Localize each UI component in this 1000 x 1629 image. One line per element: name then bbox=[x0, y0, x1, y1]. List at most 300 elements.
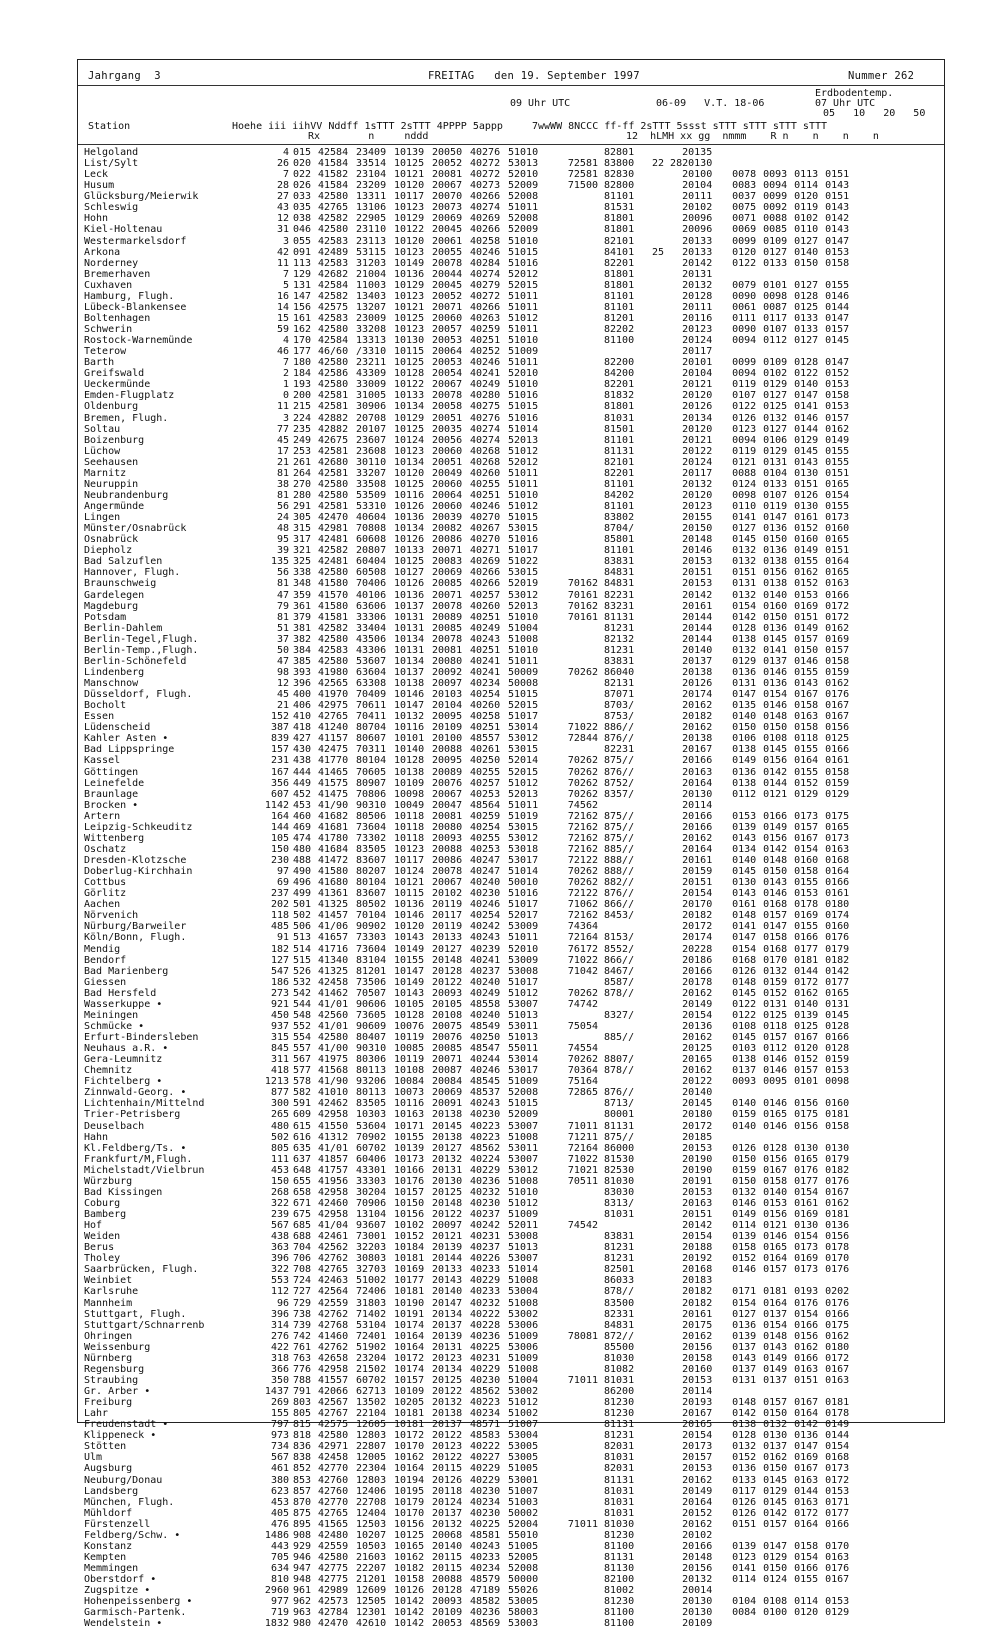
group-nddff: 73604 bbox=[356, 821, 387, 833]
soil-temp-20cm: 0144 bbox=[794, 423, 819, 435]
group-2sttt-min: 20132 bbox=[682, 279, 713, 291]
group-5appp: 52008 bbox=[508, 1563, 539, 1574]
group-5appp: 52012 bbox=[508, 456, 539, 468]
station-height: 16 bbox=[276, 290, 289, 302]
group-2sttt: 20123 bbox=[432, 1441, 463, 1453]
table-row bbox=[84, 1309, 856, 1320]
station-id: 567 bbox=[293, 1054, 312, 1066]
station-height: 51 bbox=[276, 622, 289, 634]
group-4pppp: 40273 bbox=[470, 180, 501, 192]
soil-temp-10cm: 0147 bbox=[763, 512, 788, 524]
group-ihvv: 42580 bbox=[318, 633, 349, 645]
table-row bbox=[84, 667, 856, 678]
group-2sttt-min: 20133 bbox=[682, 235, 713, 247]
station-name: Hannover, Flugh. bbox=[84, 567, 181, 579]
station-id: 091 bbox=[293, 246, 312, 258]
group-ff-ff bbox=[652, 623, 682, 634]
soil-temp-5cm bbox=[732, 158, 763, 169]
group-2sttt: 20078 bbox=[432, 633, 463, 645]
soil-temp-50cm: 0171 bbox=[825, 1496, 850, 1508]
group-nddff: 23113 bbox=[356, 235, 387, 247]
soil-temp-50cm: 0162 bbox=[825, 1330, 850, 1342]
group-5appp: 51011 bbox=[508, 799, 539, 811]
group-7wwww bbox=[548, 1109, 604, 1120]
soil-temp-20cm: 0164 bbox=[794, 1408, 819, 1420]
group-1sttt: 10143 bbox=[394, 932, 425, 944]
group-8nccc: 84831 bbox=[604, 567, 635, 579]
group-nddff: 60406 bbox=[356, 1153, 387, 1165]
group-ff-ff bbox=[652, 1530, 682, 1541]
group-8nccc: 81231 bbox=[604, 622, 635, 634]
station-height: 11 bbox=[276, 257, 289, 269]
group-2sttt-min: 20167 bbox=[682, 744, 713, 756]
group-5appp: 51013 bbox=[508, 1242, 539, 1254]
soil-temp-5cm: 0094 bbox=[732, 368, 757, 380]
group-4pppp: 40280 bbox=[470, 390, 501, 402]
table-row bbox=[84, 302, 856, 313]
group-2sttt: 20095 bbox=[432, 755, 463, 767]
group-ihvv: 42475 bbox=[318, 744, 349, 756]
group-2sttt: 20109 bbox=[432, 1607, 463, 1619]
table-row bbox=[84, 236, 856, 247]
group-ihvv: 42584 bbox=[318, 147, 349, 158]
group-nddff: 13207 bbox=[356, 301, 387, 313]
group-2sttt: 20060 bbox=[432, 501, 463, 512]
group-ihvv: 41970 bbox=[318, 689, 349, 701]
station-name: Wittenberg bbox=[84, 832, 145, 844]
group-nddff: 13311 bbox=[356, 191, 387, 203]
group-2sttt: 20148 bbox=[432, 954, 463, 966]
soil-temp-10cm: 0140 bbox=[763, 1186, 788, 1198]
group-ihvv: 41582 bbox=[318, 169, 349, 181]
group-4pppp: 40252 bbox=[470, 346, 501, 358]
station-height: 363 bbox=[270, 1242, 289, 1254]
group-4pppp: 40266 bbox=[470, 567, 501, 579]
group-4pppp: 40229 bbox=[470, 1474, 501, 1486]
group-2sttt-min: 20148 bbox=[682, 534, 713, 546]
group-4pppp: 40223 bbox=[470, 1131, 501, 1143]
station-name: Giessen bbox=[84, 976, 127, 988]
group-8nccc: 83500 bbox=[604, 1297, 635, 1309]
station-height: 567 bbox=[270, 1452, 289, 1464]
station-height: 31 bbox=[276, 224, 289, 236]
group-nddff: 80704 bbox=[356, 722, 387, 734]
group-4pppp: 40275 bbox=[470, 401, 501, 413]
station-height: 810 bbox=[270, 1574, 289, 1586]
soil-temp-10cm: 0143 bbox=[763, 877, 788, 889]
group-ff-ff bbox=[652, 1419, 682, 1430]
group-8nccc bbox=[604, 800, 652, 811]
table-row bbox=[84, 368, 856, 379]
soil-temp-10cm bbox=[763, 147, 794, 158]
soil-temp-5cm: 0154 bbox=[732, 600, 757, 612]
soil-temp-10cm: 0147 bbox=[763, 1540, 788, 1552]
group-2sttt-min: 20151 bbox=[682, 877, 713, 889]
station-name: Berlin-Tegel,Flugh. bbox=[84, 633, 199, 645]
table-row bbox=[84, 1364, 856, 1375]
group-nddff: 53115 bbox=[356, 246, 387, 258]
table-row bbox=[84, 1497, 856, 1508]
group-2sttt: 20053 bbox=[432, 335, 463, 347]
soil-temp-20cm: 0110 bbox=[794, 224, 819, 236]
group-1sttt: 10128 bbox=[394, 368, 425, 380]
station-name: Hahn bbox=[84, 1131, 109, 1143]
station-id: 453 bbox=[293, 799, 312, 811]
group-1sttt: 10162 bbox=[394, 1551, 425, 1563]
group-ff-ff bbox=[652, 1264, 682, 1275]
group-8nccc: 8703/ bbox=[604, 700, 635, 712]
station-height: 1 bbox=[282, 379, 289, 391]
station-id: 947 bbox=[293, 1563, 312, 1574]
station-height: 839 bbox=[270, 733, 289, 745]
soil-temp-50cm: 0154 bbox=[825, 489, 850, 501]
group-1sttt: 10147 bbox=[394, 700, 425, 712]
soil-temp-50cm: 0165 bbox=[825, 534, 850, 546]
group-2sttt: 20097 bbox=[432, 1220, 463, 1232]
group-ihvv: 42767 bbox=[318, 1408, 349, 1420]
table-row bbox=[84, 977, 856, 988]
group-ff-ff bbox=[652, 800, 682, 811]
group-1sttt: 10119 bbox=[394, 1054, 425, 1066]
station-name: Rostock-Warnemünde bbox=[84, 335, 193, 347]
soil-temp-10cm: 0121 bbox=[763, 788, 788, 800]
soil-temp-5cm: 0147 bbox=[732, 932, 757, 944]
soil-temp-5cm: 0111 bbox=[732, 312, 757, 324]
soil-temp-20cm: 0163 bbox=[794, 711, 819, 723]
group-5appp: 51015 bbox=[508, 401, 539, 413]
table-row bbox=[84, 1065, 856, 1076]
soil-temp-5cm: 0083 bbox=[732, 180, 757, 192]
soil-temp-50cm bbox=[825, 1618, 856, 1629]
group-7wwww: 71011 bbox=[567, 1518, 598, 1530]
station-name: Marnitz bbox=[84, 467, 127, 479]
group-4pppp: 40268 bbox=[470, 456, 501, 468]
group-5appp: 50002 bbox=[508, 1507, 539, 1519]
group-5appp: 53015 bbox=[508, 821, 539, 833]
station-height: 485 bbox=[270, 921, 289, 933]
station-name: Nürburg/Barweiler bbox=[84, 921, 187, 933]
table-row bbox=[84, 1375, 856, 1386]
table-row bbox=[84, 1032, 856, 1043]
soil-temp-5cm: 0143 bbox=[732, 832, 757, 844]
group-7wwww bbox=[548, 1032, 604, 1043]
table-row bbox=[84, 1508, 856, 1519]
station-id: 224 bbox=[293, 412, 312, 424]
group-2sttt: 20115 bbox=[432, 1463, 463, 1475]
soil-temp-50cm: 0147 bbox=[825, 235, 850, 247]
group-2sttt-min: 20154 bbox=[682, 1231, 713, 1243]
group-nddff: 83607 bbox=[356, 855, 387, 866]
group-nddff: 80113 bbox=[356, 1087, 387, 1099]
soil-temp-10cm: 0149 bbox=[763, 1363, 788, 1375]
group-1sttt: 10126 bbox=[394, 1585, 425, 1597]
group-nddff: 12301 bbox=[356, 1607, 387, 1619]
group-4pppp: 48582 bbox=[470, 1596, 501, 1608]
group-2sttt: 20060 bbox=[432, 445, 463, 457]
group-2sttt: 20078 bbox=[432, 390, 463, 402]
group-ihvv: 42682 bbox=[318, 268, 349, 280]
station-name: Seehausen bbox=[84, 456, 139, 468]
group-5appp: 53011 bbox=[508, 1142, 539, 1154]
soil-temp-50cm: 0153 bbox=[825, 1065, 850, 1077]
soil-temp-50cm: 0155 bbox=[825, 456, 850, 468]
group-1sttt: 10085 bbox=[394, 1043, 425, 1055]
group-1sttt: 10132 bbox=[394, 711, 425, 723]
group-1sttt: 10125 bbox=[394, 423, 425, 435]
table-row bbox=[84, 833, 856, 844]
group-1sttt: 10172 bbox=[394, 1430, 425, 1442]
group-4pppp: 40241 bbox=[470, 655, 501, 667]
group-4pppp: 40239 bbox=[470, 943, 501, 955]
soil-temp-10cm: 0141 bbox=[763, 644, 788, 656]
group-8nccc: 81100 bbox=[604, 1618, 635, 1629]
group-nddff: 70411 bbox=[356, 711, 387, 723]
soil-temp-10cm: 0137 bbox=[763, 1441, 788, 1453]
group-nddff: 13313 bbox=[356, 335, 387, 347]
table-row bbox=[84, 247, 856, 258]
group-2sttt: 20103 bbox=[432, 689, 463, 701]
group-ihvv: 42765 bbox=[318, 1507, 349, 1519]
group-nddff: 31005 bbox=[356, 390, 387, 402]
group-2sttt: 20054 bbox=[432, 368, 463, 380]
station-height: 15 bbox=[276, 312, 289, 324]
soil-temp-20cm: 0143 bbox=[794, 456, 819, 468]
group-4pppp: 40249 bbox=[470, 987, 501, 999]
soil-temp-50cm: 0159 bbox=[825, 777, 850, 789]
group-ff-ff bbox=[652, 302, 682, 313]
group-7wwww bbox=[548, 1098, 604, 1109]
station-height: 797 bbox=[270, 1419, 289, 1431]
soil-temp-20cm: 0173 bbox=[794, 810, 819, 822]
group-1sttt: 10182 bbox=[394, 1563, 425, 1574]
station-height: 144 bbox=[270, 821, 289, 833]
soil-temp-20cm: 0158 bbox=[794, 1540, 819, 1552]
table-row bbox=[84, 1430, 856, 1441]
group-5appp: 53003 bbox=[508, 1618, 539, 1629]
station-height: 387 bbox=[270, 722, 289, 734]
soil-temp-5cm: 0131 bbox=[732, 678, 757, 689]
group-ihvv: 41580 bbox=[318, 866, 349, 878]
station-id: 270 bbox=[293, 478, 312, 490]
soil-temp-20cm: 0154 bbox=[794, 1551, 819, 1563]
soil-temp-50cm: 0174 bbox=[825, 910, 850, 922]
soil-temp-20cm: 0126 bbox=[794, 489, 819, 501]
soil-temp-50cm bbox=[825, 800, 856, 811]
group-2sttt: 20119 bbox=[432, 899, 463, 911]
station-height: 380 bbox=[270, 1474, 289, 1486]
group-5appp: 51017 bbox=[508, 545, 539, 557]
group-4pppp: 40260 bbox=[470, 700, 501, 712]
table-row bbox=[84, 1286, 856, 1297]
group-7wwww: 74554 bbox=[567, 1043, 598, 1055]
soil-temp-50cm: 0162 bbox=[825, 423, 850, 435]
group-4pppp: 40236 bbox=[470, 1175, 501, 1187]
station-height: 322 bbox=[270, 1264, 289, 1276]
group-1sttt: 10146 bbox=[394, 689, 425, 701]
station-name: Köln/Bonn, Flugh. bbox=[84, 932, 187, 944]
group-5appp: 52011 bbox=[508, 1220, 539, 1232]
group-2sttt-min: 20102 bbox=[682, 202, 713, 214]
soil-temp-5cm: 0037 bbox=[732, 191, 757, 203]
group-1sttt: 10125 bbox=[394, 158, 425, 170]
station-name: Nörvenich bbox=[84, 910, 139, 922]
station-name: Leinefelde bbox=[84, 777, 145, 789]
group-ihvv: 41584 bbox=[318, 180, 349, 192]
group-ihvv: 42560 bbox=[318, 1009, 349, 1021]
group-ff-ff bbox=[652, 1098, 682, 1109]
soil-temp-20cm bbox=[794, 147, 825, 158]
station-height: 81 bbox=[276, 611, 289, 623]
soil-temp-20cm: 0125 bbox=[794, 1020, 819, 1032]
table-row bbox=[84, 866, 856, 877]
soil-temp-50cm: 0182 bbox=[825, 954, 850, 966]
soil-temp-10cm: 0145 bbox=[763, 1474, 788, 1486]
group-5appp: 53007 bbox=[508, 998, 539, 1010]
soil-temp-5cm: 0159 bbox=[732, 1164, 757, 1176]
soil-temp-50cm: 0153 bbox=[825, 401, 850, 413]
soil-temp-10cm: 0146 bbox=[763, 700, 788, 712]
group-1sttt: 10117 bbox=[394, 855, 425, 866]
group-ff-ff bbox=[652, 1165, 682, 1176]
group-ff-ff bbox=[652, 988, 682, 999]
group-nddff: 53607 bbox=[356, 655, 387, 667]
column-header-rule bbox=[78, 144, 944, 145]
station-height: 47 bbox=[276, 655, 289, 667]
group-ff-ff bbox=[652, 944, 682, 955]
soil-temp-20cm: 0173 bbox=[794, 1264, 819, 1276]
station-name: Stuttgart/Schnarrenb bbox=[84, 1319, 205, 1331]
station-name: Osnabrück bbox=[84, 534, 139, 546]
table-row bbox=[84, 1054, 856, 1065]
soil-temp-10cm: 0150 bbox=[763, 611, 788, 623]
table-row bbox=[84, 1231, 856, 1242]
group-7wwww bbox=[548, 1386, 604, 1397]
group-ff-ff bbox=[652, 390, 682, 401]
station-id: 578 bbox=[293, 1076, 312, 1088]
soil-temp-50cm: 0180 bbox=[825, 1341, 850, 1353]
group-7wwww bbox=[548, 623, 604, 634]
station-height: 81 bbox=[276, 467, 289, 479]
group-ihvv: 41465 bbox=[318, 766, 349, 778]
group-1sttt: 10136 bbox=[394, 512, 425, 524]
group-nddff: 73604 bbox=[356, 943, 387, 955]
group-2sttt-min: 20126 bbox=[682, 401, 713, 413]
table-row bbox=[84, 767, 856, 778]
group-4pppp: 40255 bbox=[470, 832, 501, 844]
group-ihvv: 41680 bbox=[318, 877, 349, 889]
group-2sttt-min: 20158 bbox=[682, 1352, 713, 1364]
group-1sttt: 10124 bbox=[394, 434, 425, 446]
group-7wwww: 71022 bbox=[567, 1153, 598, 1165]
group-2sttt-min: 20193 bbox=[682, 1397, 713, 1409]
group-nddff: 31203 bbox=[356, 257, 387, 269]
soil-temp-5cm: 0137 bbox=[732, 1363, 757, 1375]
table-row bbox=[84, 180, 856, 191]
group-ff-ff bbox=[652, 711, 682, 722]
group-ihvv: 42582 bbox=[318, 290, 349, 302]
group-nddff: 73506 bbox=[356, 976, 387, 988]
station-height: 311 bbox=[270, 1054, 289, 1066]
station-name: Augsburg bbox=[84, 1463, 133, 1475]
station-name: Regensburg bbox=[84, 1363, 145, 1375]
station-height: 269 bbox=[270, 1397, 289, 1409]
station-name: Zugspitze • bbox=[84, 1585, 151, 1597]
soil-temp-10cm: 0142 bbox=[763, 766, 788, 778]
group-7wwww bbox=[548, 1342, 604, 1353]
soil-temp-10cm: 0133 bbox=[763, 257, 788, 269]
group-nddff: 22207 bbox=[356, 1563, 387, 1574]
soil-temp-20cm: 0175 bbox=[794, 1109, 819, 1121]
station-name: Freiburg bbox=[84, 1397, 133, 1409]
station-height: 418 bbox=[270, 1065, 289, 1077]
station-name: Lahr bbox=[84, 1408, 109, 1420]
group-ff-ff bbox=[652, 1585, 682, 1596]
table-row bbox=[84, 1021, 856, 1032]
soil-temp-10cm: 0148 bbox=[763, 1330, 788, 1342]
group-2sttt-min: 20149 bbox=[682, 998, 713, 1010]
group-4pppp: 40246 bbox=[470, 899, 501, 911]
group-5appp: 53005 bbox=[508, 1441, 539, 1453]
group-7wwww: 70262 bbox=[567, 987, 598, 999]
group-4pppp: 40250 bbox=[470, 1032, 501, 1043]
group-5appp: 52015 bbox=[508, 766, 539, 778]
soil-temp-10cm: 0154 bbox=[763, 1319, 788, 1331]
group-nddff: 31803 bbox=[356, 1297, 387, 1309]
group-4pppp: 40254 bbox=[470, 689, 501, 701]
station-name: Landsberg bbox=[84, 1485, 139, 1497]
group-7wwww bbox=[548, 977, 604, 988]
group-2sttt-min: 20121 bbox=[682, 434, 713, 446]
group-ff-ff bbox=[652, 1032, 682, 1043]
soil-temp-50cm: 0162 bbox=[825, 1197, 850, 1209]
group-1sttt: 10164 bbox=[394, 1341, 425, 1353]
station-name: Bad Kissingen bbox=[84, 1186, 163, 1198]
group-ihvv: 42581 bbox=[318, 445, 349, 457]
group-nddff: 60608 bbox=[356, 534, 387, 546]
group-4pppp: 40274 bbox=[470, 434, 501, 446]
group-7wwww: 71011 bbox=[567, 1120, 598, 1132]
group-8nccc: 875// bbox=[604, 1131, 635, 1143]
group-5appp: 52013 bbox=[508, 600, 539, 612]
station-height: 453 bbox=[270, 1496, 289, 1508]
group-1sttt: 10118 bbox=[394, 832, 425, 844]
group-2sttt-min: 20146 bbox=[682, 545, 713, 557]
group-8nccc: 872// bbox=[604, 1330, 635, 1342]
group-2sttt-min: 20161 bbox=[682, 600, 713, 612]
group-2sttt: 20087 bbox=[432, 1065, 463, 1077]
group-ff-ff bbox=[652, 822, 682, 833]
soil-temp-5cm: 0123 bbox=[732, 423, 757, 435]
station-name: Freudenstadt • bbox=[84, 1419, 169, 1431]
group-2sttt-min: 20145 bbox=[682, 1098, 713, 1110]
group-7wwww: 71042 bbox=[567, 965, 598, 977]
group-5appp: 53007 bbox=[508, 1253, 539, 1265]
group-2sttt: 20123 bbox=[432, 1352, 463, 1364]
group-5appp: 53015 bbox=[508, 567, 539, 579]
station-name: Karlsruhe bbox=[84, 1286, 139, 1298]
group-4pppp: 40223 bbox=[470, 1397, 501, 1409]
group-7wwww bbox=[548, 1264, 604, 1275]
group-nddff: 70906 bbox=[356, 1197, 387, 1209]
station-name: Trier-Petrisberg bbox=[84, 1109, 181, 1121]
table-row bbox=[84, 1275, 856, 1286]
group-5appp: 51016 bbox=[508, 534, 539, 546]
group-1sttt: 10131 bbox=[394, 644, 425, 656]
group-1sttt: 10116 bbox=[394, 1098, 425, 1110]
soil-temp-50cm: 0165 bbox=[825, 567, 850, 579]
soil-temp-10cm: 0150 bbox=[763, 1563, 788, 1574]
station-id: 658 bbox=[293, 1186, 312, 1198]
